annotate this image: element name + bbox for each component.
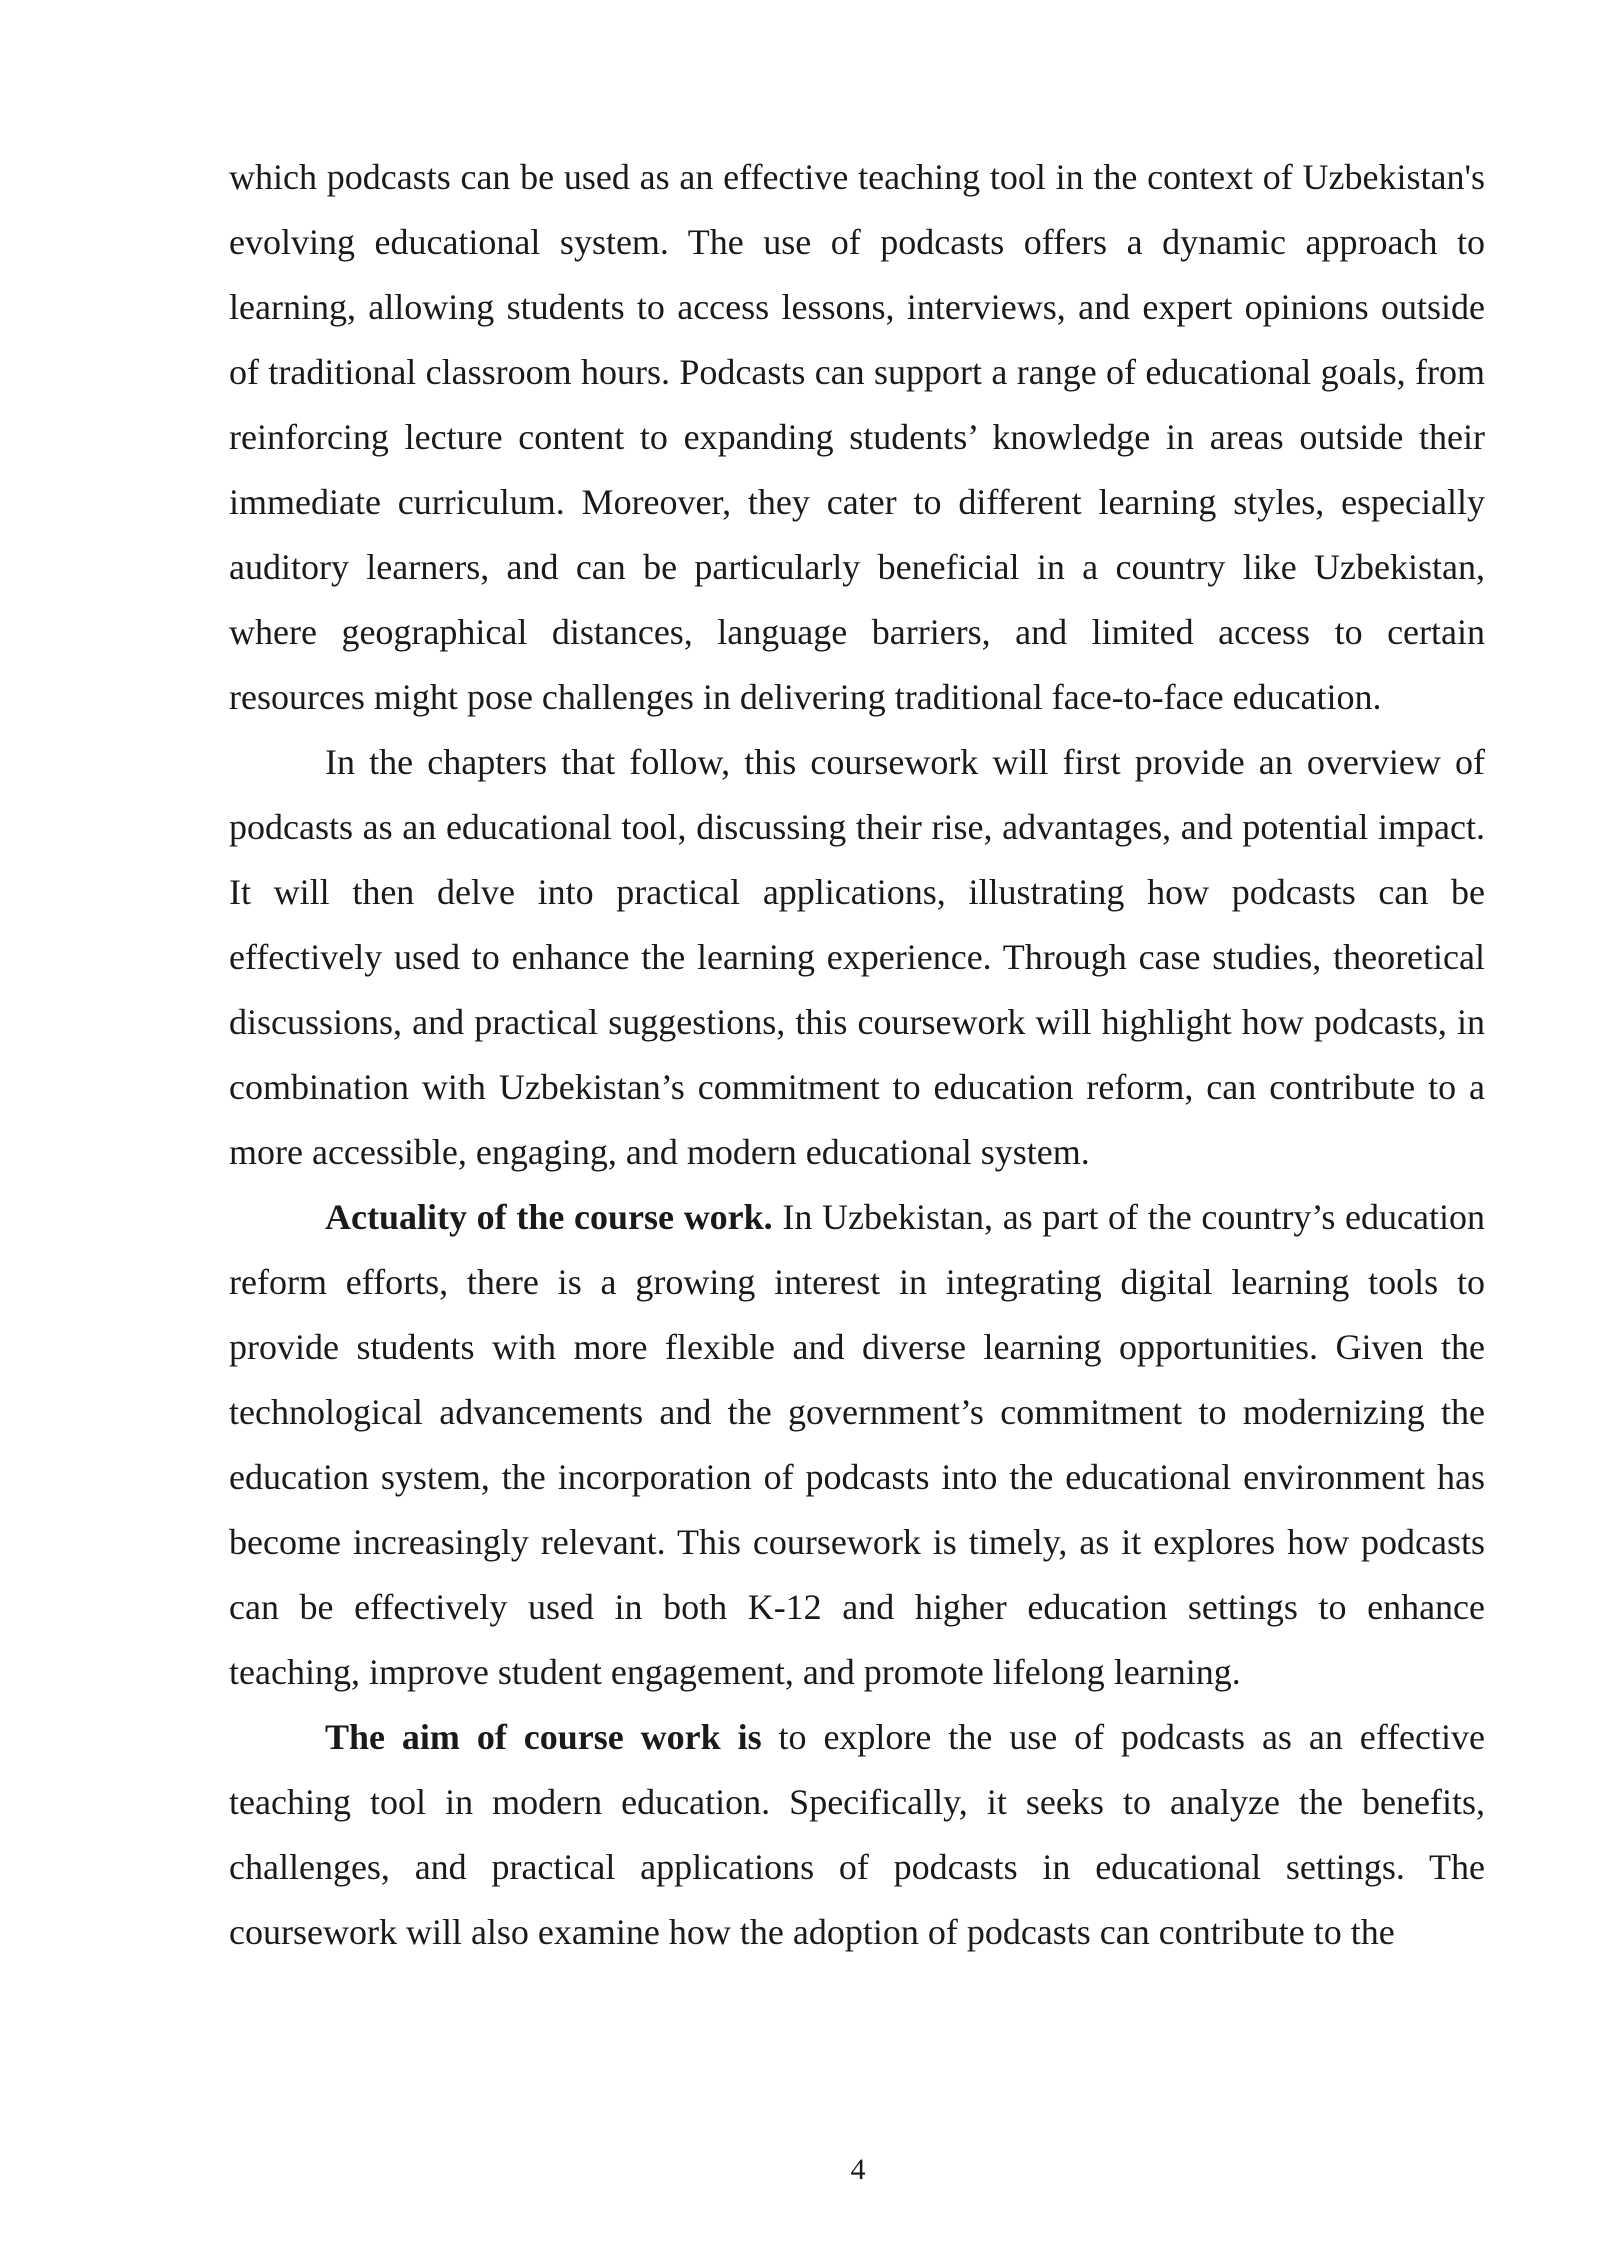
paragraph-text: to explore the use of podcasts as an effective teaching tool in modern education. Specifically, it seeks to analyze the benefits, challenges, and practical applications of podcasts in educational settings. The coursework will also examine how the adoption of podcasts can contribute to the: [229, 1717, 1485, 1952]
paragraph-text: which podcasts can be used as an effective teaching tool in the context of Uzbekistan's evolving educational system. The use of podcasts offers a dynamic approach to learning, allowing students to access lessons, interviews, and expert opinions outside of traditional classroom hours. Podcasts can support a range of educational goals, from reinforcing lecture content to expanding students’ knowledge in areas outside their immediate curriculum. Moreover, they cater to different learning styles, especially auditory learners, and can be particularly beneficial in a country like Uzbekistan, where geographical distances, language barriers, and limited access to certain resources might pose challenges in delivering traditional face-to-face education.: [229, 157, 1485, 717]
page-number: 4: [850, 2153, 866, 2186]
paragraph-actuality: [229, 1185, 1485, 1705]
paragraph-continuation: [229, 145, 1485, 730]
paragraph-aim: [229, 1705, 1485, 1965]
paragraph-text: In Uzbekistan, as part of the country’s education reform efforts, there is a growing interest in integrating digital learning tools to provide students with more flexible and diverse learning opportunities. Given the technological advancements and the government’s commitment to modernizing the education system, the incorporation of podcasts into the educational environment has become increasingly relevant. This coursework is timely, as it explores how podcasts can be effectively used in both K-12 and higher education settings to enhance teaching, improve student engagement, and promote lifelong learning.: [229, 1197, 1485, 1692]
paragraph-chapters-overview: [229, 730, 1485, 1185]
actuality-heading: Actuality of the course work.: [325, 1197, 773, 1237]
aim-heading: The aim of course work is: [325, 1717, 762, 1757]
paragraph-text: In the chapters that follow, this coursework will first provide an overview of podcasts as an educational tool, discussing their rise, advantages, and potential impact. It will then delve into practical applications, illustrating how podcasts can be effectively used to enhance the learning experience. Through case studies, theoretical discussions, and practical suggestions, this coursework will highlight how podcasts, in combination with Uzbekistan’s commitment to education reform, can contribute to a more accessible, engaging, and modern educational system.: [229, 742, 1485, 1172]
body-text: [229, 145, 1485, 1965]
